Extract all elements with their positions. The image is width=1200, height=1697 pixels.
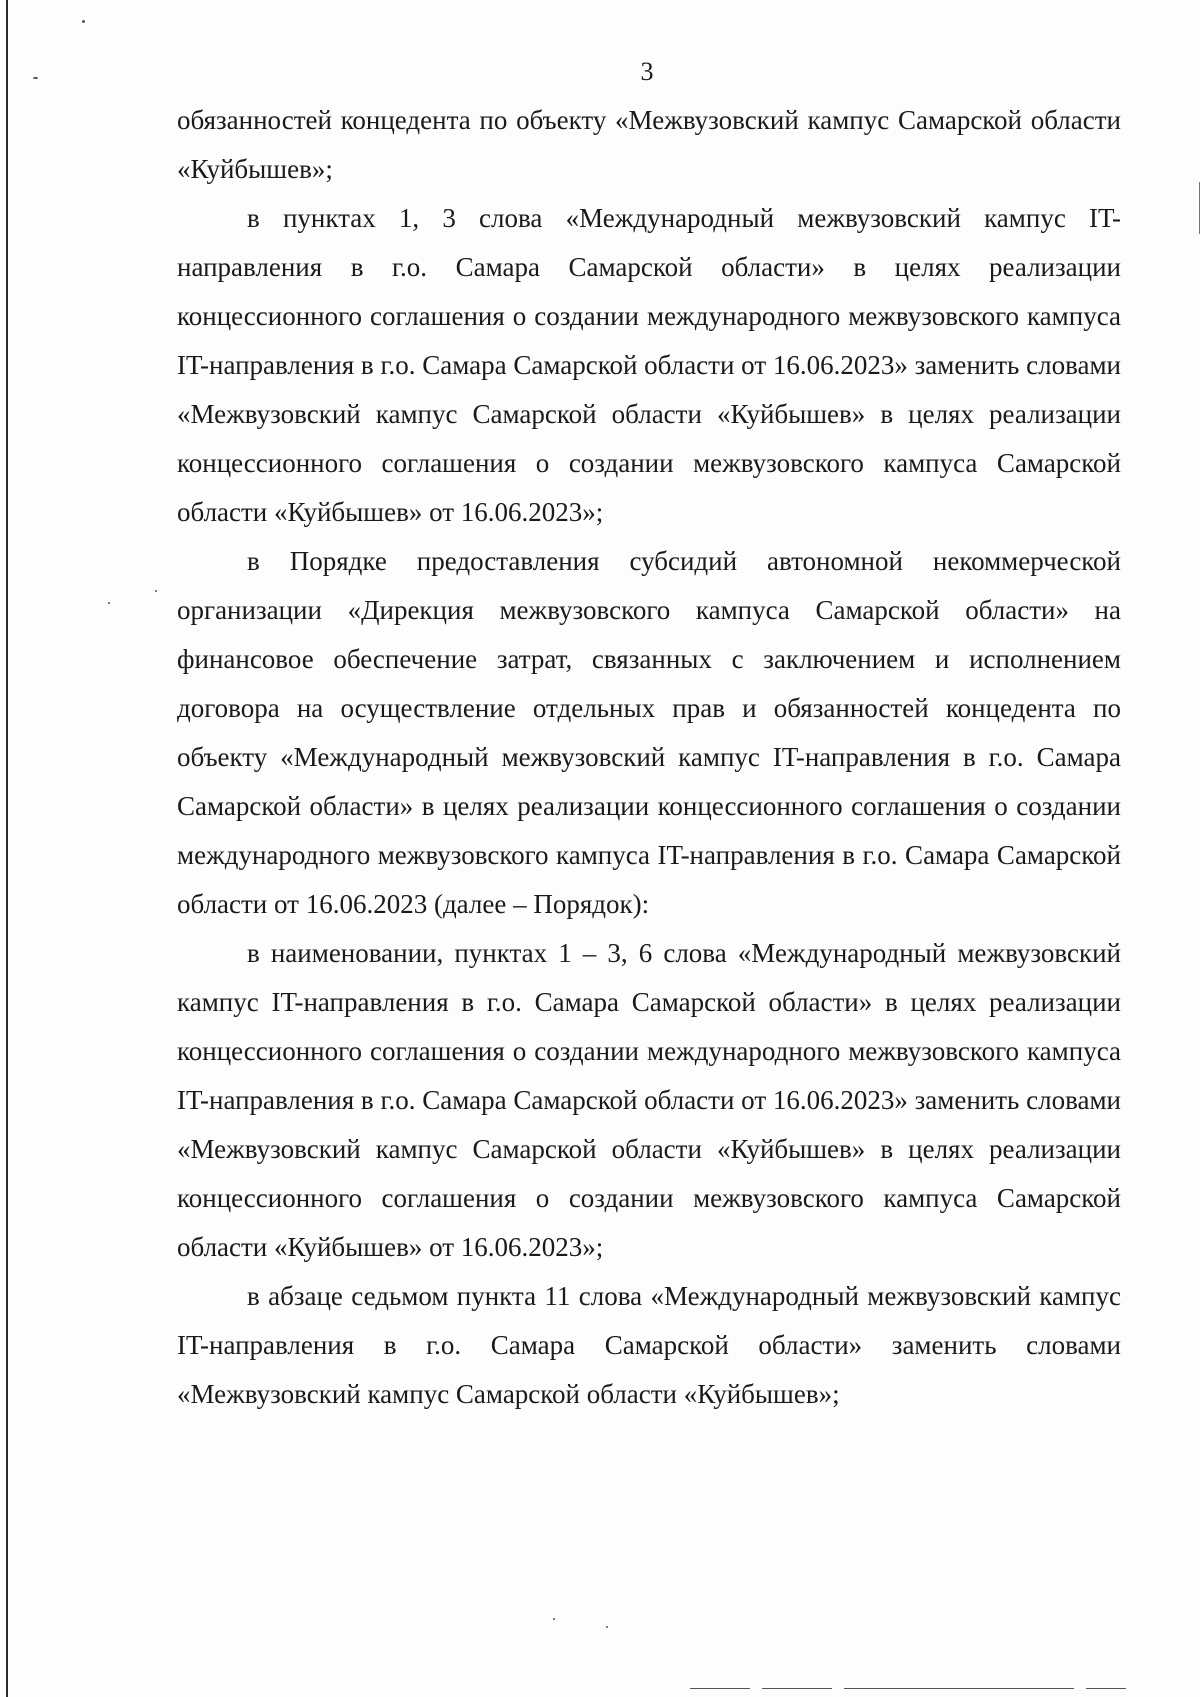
scan-speck — [108, 602, 110, 604]
scan-left-edge — [6, 0, 8, 1697]
scan-speck — [33, 77, 38, 79]
scan-speck — [155, 590, 157, 592]
page-number: 3 — [640, 57, 654, 86]
document-body — [177, 96, 1121, 1419]
footer-rule — [690, 1688, 1160, 1690]
paragraph-subsidy-order: в Порядке предоставления субсидий автономной некоммерческой организации «Дирекция межвузовского кампуса Самарской области» на финансовое обеспечение затрат, связанных с заключением и исполнением договора на осуществление отдельных прав и обязанностей концедента по объекту «Международный межвузовский кампус IT-направления в г.о. Самара Самарской области» в целях реализации концессионного соглашения о создании международного межвузовского кампуса IT-направления в г.о. Самара Самарской области от 16.06.2023 (далее – Порядок): — [177, 546, 1121, 919]
paragraph-continuation: обязанностей концедента по объекту «Межвузовский кампус Самарской области «Куйбышев»; — [177, 105, 1121, 184]
paragraph-title-clauses: в наименовании, пунктах 1 – 3, 6 слова «Международный межвузовский кампус IT-направления в г.о. Самара Самарской области» в целях реализации концессионного соглашения о создании международного межвузовского кампуса IT-направления в г.о. Самара Самарской области от 16.06.2023» заменить словами «Межвузовский кампус Самарской области «Куйбышев» в целях реализации концессионного соглашения о создании межвузовского кампуса Самарской области «Куйбышев» от 16.06.2023»; — [177, 938, 1121, 1262]
scan-speck — [553, 1618, 555, 1620]
scan-speck — [82, 20, 85, 23]
paragraph-clauses-1-3: в пунктах 1, 3 слова «Международный межвузовский кампус IT-направления в г.о. Самара Самарской области» в целях реализации концессионного соглашения о создании международного межвузовского кампуса IT-направления в г.о. Самара Самарской области от 16.06.2023» заменить словами «Межвузовский кампус Самарской области «Куйбышев» в целях реализации концессионного соглашения о создании межвузовского кампуса Самарской области «Куйбышев» от 16.06.2023»; — [177, 203, 1121, 527]
scan-speck — [606, 1626, 608, 1628]
paragraph-clause-11: в абзаце седьмом пункта 11 слова «Международный межвузовский кампус IT-направления в г.о. Самара Самарской области» заменить словами «Межвузовский кампус Самарской области «Куйбышев»; — [177, 1281, 1121, 1409]
